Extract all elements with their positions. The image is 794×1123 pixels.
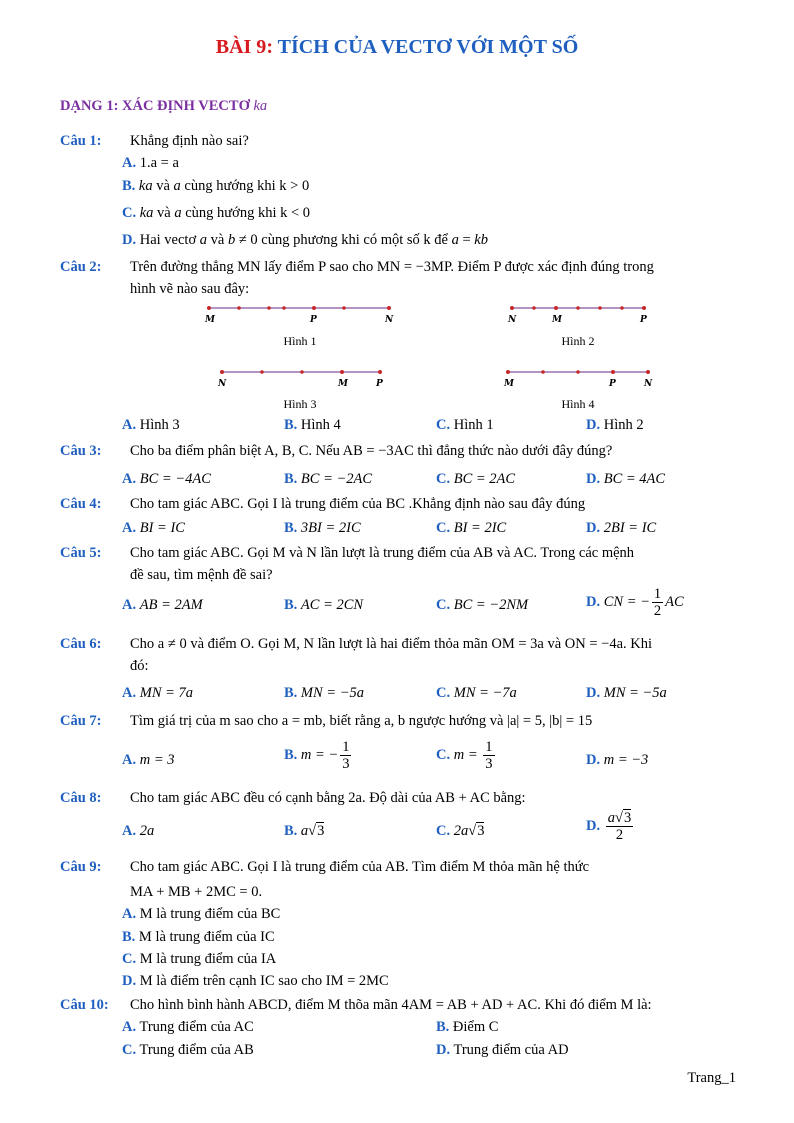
numerator-var: a (607, 810, 615, 826)
figure-caption: Hình 2 (561, 334, 595, 348)
option-3a (122, 468, 211, 490)
option-label: B. (284, 597, 298, 613)
radicand: 3 (477, 823, 485, 839)
title-prefix: BÀI 9 (215, 36, 267, 58)
option-text: cùng hướng khi k < 0 (181, 205, 311, 221)
section-expr: ka (253, 98, 268, 114)
option-text: m = −3 (603, 752, 649, 768)
option-label: D. (586, 593, 601, 610)
option-label: D. (586, 417, 604, 433)
option-label: B. (284, 746, 298, 763)
question-stem: Trên đường thẳng MN lấy điểm P sao cho MN = −3MP. Điểm P được xác định đúng trong (130, 259, 654, 275)
option-label: A. (122, 823, 137, 839)
option-text: cùng phương khi có một số k để (257, 232, 452, 248)
question-4 (60, 493, 736, 515)
option-label: B. (284, 520, 298, 536)
question-number: Câu 7: (60, 713, 102, 729)
figure-caption: Hình 3 (283, 397, 317, 411)
option-label: A. (122, 471, 137, 487)
question-stem: Cho a ≠ 0 và điểm O. Gọi M, N lần lượt là hai điểm thỏa mãn OM = 3a và ON = −4a. Khi (130, 636, 652, 652)
question-stem: Cho tam giác ABC đều có cạnh bằng 2a. Độ dài của AB + AC bằng: (130, 790, 526, 806)
option-label: A. (122, 417, 140, 433)
question-number: Câu 1: (60, 133, 102, 149)
option-3b (284, 468, 372, 490)
question-stem: Cho hình bình hành ABCD, điểm M thõa mãn 4AM = AB + AD + AC. Khi đó điểm M là: (130, 997, 652, 1013)
option-label: B. (284, 417, 301, 433)
option-text: MN = −7a (453, 685, 517, 701)
option-label: C. (122, 205, 137, 221)
option-label: A. (122, 906, 137, 922)
option-label: B. (284, 471, 298, 487)
question-stem: hình vẽ nào sau đây: (130, 281, 250, 297)
option-8c: C. 2a√3 (436, 823, 485, 839)
page-title (0, 36, 794, 59)
option-text: và (152, 178, 174, 194)
point-label: N (218, 379, 227, 389)
option-text: m = − (300, 746, 339, 763)
option-label: D. (586, 817, 601, 834)
option-text: MN = 7a (139, 685, 194, 701)
option-10a (122, 1016, 254, 1038)
option-text: Hình 2 (603, 417, 644, 433)
option-label: D. (122, 973, 137, 989)
option-label: A. (122, 155, 137, 171)
fraction (483, 739, 494, 772)
option-label: A. (122, 520, 137, 536)
question-stem: MA + MB + 2MC = 0. (130, 884, 263, 900)
title-colon: : (266, 36, 273, 58)
option-text: Hình 1 (453, 417, 494, 433)
point-label: M (504, 379, 514, 389)
fraction (340, 739, 351, 772)
option-6c (436, 682, 517, 704)
fraction (606, 810, 633, 843)
radicand: 3 (623, 810, 632, 826)
point-label: M (338, 379, 348, 389)
option-label: B. (122, 178, 136, 194)
question-text (130, 633, 736, 677)
option-text: AC = 2CN (300, 597, 364, 613)
option-7d (586, 749, 648, 771)
question-stem: Tìm giá trị của m sao cho a = mb, biết rằng a, b ngược hướng và |a| = 5, |b| = 15 (130, 713, 593, 729)
option-text: BC = −2AC (300, 471, 373, 487)
option-4d (586, 517, 656, 539)
option-1d: D. Hai vectơ a và b ≠ 0 cùng phương khi có một số k để a = kb (122, 232, 488, 248)
denominator: 3 (485, 756, 493, 772)
option-2a (122, 414, 180, 436)
option-6d (586, 682, 667, 704)
option-text: M là điểm trên cạnh IC sao cho IM = 2MC (139, 973, 389, 989)
question-1 (60, 130, 736, 152)
option-label: B. (436, 1019, 450, 1035)
option-2b (284, 414, 341, 436)
point-label: N (385, 315, 394, 325)
option-7a (122, 749, 175, 771)
option-text: 3BI = 2IC (300, 520, 361, 536)
option-text: Hình 3 (139, 417, 180, 433)
option-text: BI = IC (139, 520, 185, 536)
radicand: 3 (317, 823, 325, 839)
question-number: Câu 4: (60, 496, 102, 512)
option-5c (436, 594, 528, 616)
denominator: 2 (615, 827, 624, 843)
option-label: C. (436, 597, 451, 613)
option-3c (436, 468, 515, 490)
fraction (652, 586, 663, 619)
question-stem: đó: (130, 658, 149, 674)
option-text: 1.a = a (139, 155, 179, 171)
question-number: Câu 9: (60, 859, 102, 875)
option-text: Hình 4 (300, 417, 341, 433)
option-10b (436, 1016, 498, 1038)
section-label: DẠNG 1: XÁC ĐỊNH VECTƠ (60, 98, 254, 114)
option-10c (122, 1039, 254, 1061)
option-text: 2a (139, 823, 155, 839)
option-8b: B. a√3 (284, 823, 325, 839)
option-text: CN = − (603, 593, 650, 610)
numerator: a√3 (607, 810, 632, 826)
numerator: 1 (653, 586, 662, 602)
option-text: M là trung điểm của IA (139, 951, 277, 967)
question-2 (60, 256, 736, 300)
option-text: BC = 2AC (453, 471, 516, 487)
figure-hinh-2 (500, 298, 660, 328)
option-text: 2BI = IC (603, 520, 657, 536)
option-text: BC = 4AC (603, 471, 666, 487)
option-label: A. (122, 597, 137, 613)
option-9c (122, 948, 276, 970)
option-label: C. (436, 823, 451, 839)
point-label: P (376, 379, 383, 389)
figure-caption: Hình 4 (561, 397, 595, 411)
option-4a (122, 517, 185, 539)
question-stem: Cho tam giác ABC. Gọi I là trung điểm của AB. Tìm điểm M thỏa mãn hệ thức (130, 859, 590, 875)
option-1b: B. ka và a cùng hướng khi k > 0 (122, 178, 310, 194)
question-number: Câu 2: (60, 259, 102, 275)
numerator: 1 (485, 739, 493, 755)
option-8a (122, 820, 154, 842)
option-text: Điểm C (452, 1019, 499, 1035)
point-label: P (609, 379, 616, 389)
option-text: BI = 2IC (453, 520, 507, 536)
option-label: B. (122, 929, 136, 945)
option-text: 2a (453, 823, 469, 839)
point-label: P (310, 315, 317, 325)
figure-caption: Hình 1 (283, 334, 317, 348)
figure-hinh-4 (498, 362, 658, 392)
question-8 (60, 787, 736, 809)
question-text (130, 256, 736, 300)
question-10 (60, 994, 736, 1016)
section-heading (60, 98, 267, 115)
option-text: cùng hướng khi k > 0 (180, 178, 310, 194)
figure-hinh-3 (210, 362, 390, 392)
option-text: và (207, 232, 228, 248)
question-stem: Cho ba điểm phân biệt A, B, C. Nếu AB = −3AC thì đẳng thức nào dưới đây đúng? (130, 443, 613, 459)
option-text: BC = −4AC (139, 471, 211, 487)
option-label: A. (122, 685, 137, 701)
option-label: C. (122, 951, 137, 967)
option-label: B. (284, 823, 298, 839)
question-number: Câu 8: (60, 790, 102, 806)
option-2c (436, 414, 494, 436)
option-5a (122, 594, 203, 616)
option-label: B. (284, 685, 298, 701)
question-stem: Cho tam giác ABC. Gọi M và N lần lượt là trung điểm của AB và AC. Trong các mệnh (130, 545, 635, 561)
option-9d (122, 970, 389, 992)
option-label: C. (436, 746, 451, 763)
option-2d (586, 414, 644, 436)
option-label: C. (436, 685, 451, 701)
option-3d (586, 468, 665, 490)
option-label: C. (436, 520, 451, 536)
question-number: Câu 10: (60, 997, 109, 1013)
question-3 (60, 440, 736, 462)
option-label: D. (436, 1042, 451, 1058)
option-4c (436, 517, 506, 539)
page-footer: Trang_1 (687, 1070, 736, 1086)
option-text: Trung điểm của AC (139, 1019, 254, 1035)
point-label: N (508, 315, 517, 325)
option-label: D. (586, 752, 601, 768)
point-label: M (552, 315, 562, 325)
option-9a (122, 903, 280, 925)
option-10d (436, 1039, 569, 1061)
option-label: D. (586, 685, 601, 701)
option-text: Trung điểm của AB (139, 1042, 254, 1058)
option-label: A. (122, 752, 137, 768)
option-text: BC = −2NM (453, 597, 529, 613)
title-rest: TÍCH CỦA VECTƠ VỚI MỘT SỐ (272, 36, 579, 58)
question-number: Câu 3: (60, 443, 102, 459)
figure-hinh-1 (195, 298, 405, 328)
question-9 (60, 856, 736, 903)
option-7b (284, 739, 353, 772)
option-text: AB = 2AM (139, 597, 203, 613)
option-text: AC (665, 593, 684, 610)
option-text: a (300, 823, 309, 839)
option-text: MN = −5a (603, 685, 667, 701)
question-text (130, 856, 736, 903)
option-text: MN = −5a (300, 685, 364, 701)
option-label: C. (122, 1042, 137, 1058)
question-number: Câu 5: (60, 545, 102, 561)
point-label: N (644, 379, 653, 389)
option-label: A. (122, 1019, 137, 1035)
option-text: M là trung điểm của BC (139, 906, 281, 922)
option-8d (586, 810, 635, 843)
option-9b (122, 926, 275, 948)
option-6b (284, 682, 364, 704)
point-label: M (205, 315, 215, 325)
option-4b (284, 517, 361, 539)
question-stem: Khẳng định nào sai? (130, 133, 249, 149)
option-7c (436, 739, 497, 772)
denominator: 2 (653, 603, 662, 619)
point-label: P (640, 315, 647, 325)
option-label: D. (122, 232, 137, 248)
option-text: M là trung điểm của IC (138, 929, 275, 945)
option-5d (586, 586, 684, 619)
option-label: C. (436, 471, 451, 487)
question-5 (60, 542, 736, 586)
numerator: 1 (342, 739, 350, 755)
option-text: m = (453, 746, 482, 763)
option-1a (122, 152, 179, 174)
option-text: Trung điểm của AD (453, 1042, 569, 1058)
option-text: và (153, 205, 175, 221)
option-label: C. (436, 417, 454, 433)
question-7 (60, 710, 736, 732)
question-stem: Cho tam giác ABC. Gọi I là trung điểm của BC .Khẳng định nào sau đây đúng (130, 496, 586, 512)
option-1c: C. ka và a cùng hướng khi k < 0 (122, 205, 311, 221)
question-6 (60, 633, 736, 677)
question-stem: đề sau, tìm mệnh đề sai? (130, 567, 273, 583)
option-6a (122, 682, 193, 704)
option-5b (284, 594, 363, 616)
question-number: Câu 6: (60, 636, 102, 652)
question-text (130, 130, 736, 152)
option-text: m = 3 (139, 752, 175, 768)
option-text: Hai vectơ (139, 232, 200, 248)
option-label: D. (586, 520, 601, 536)
denominator: 3 (342, 756, 350, 772)
option-label: D. (586, 471, 601, 487)
question-text (130, 542, 736, 586)
